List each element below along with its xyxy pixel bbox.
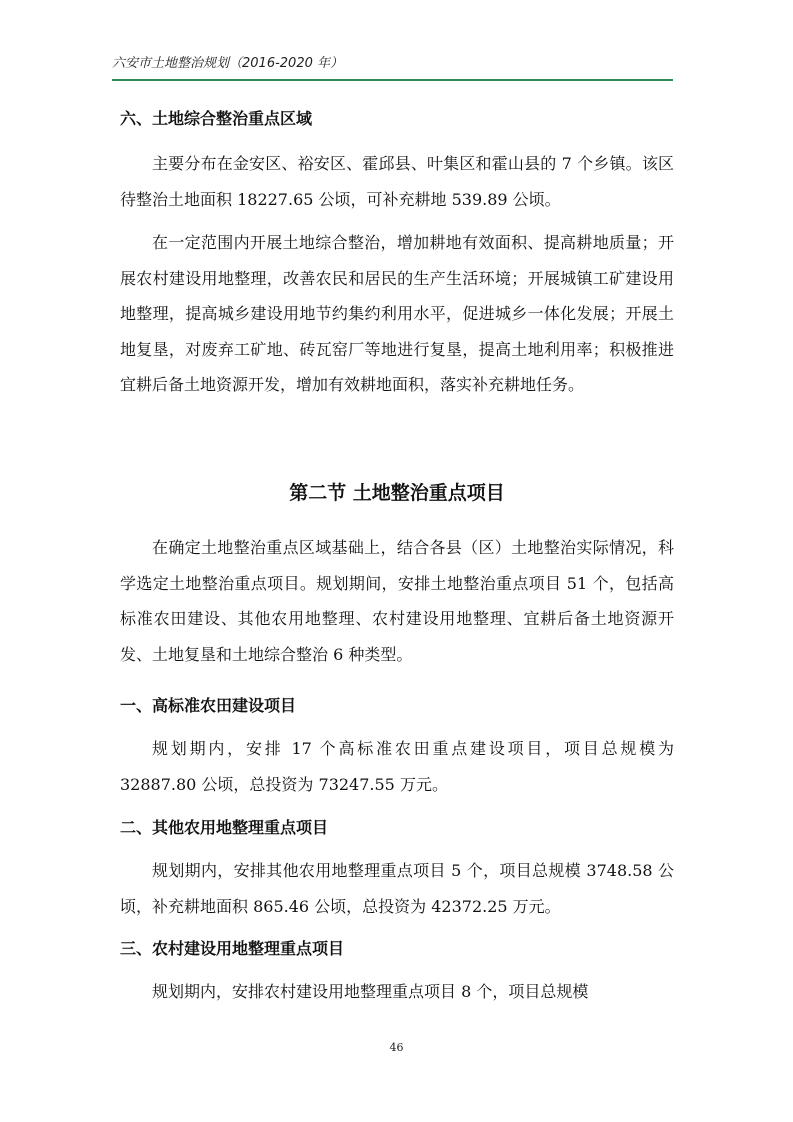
- header-divider: [112, 79, 673, 81]
- paragraph-three: 规划期内，安排农村建设用地整理重点项目 8 个，项目总规模: [152, 982, 589, 1001]
- paragraph-intro: 在确定土地整治重点区域基础上，结合各县（区）土地整治实际情况，科学选定土地整治重点项目。规划期间，安排土地整治重点项目 51 个，包括高标准农田建设、其他农用地整理、农村建设用地整理、宜耕后备土地资源开发、土地复垦和土地综合整治 6 种类型。: [120, 538, 674, 664]
- page-number: 46: [389, 1041, 404, 1054]
- paragraph-six-1: 主要分布在金安区、裕安区、霍邱县、叶集区和霍山县的 7 个乡镇。该区待整治土地面积 18227.65 公顷，可补充耕地 539.89 公顷。: [120, 154, 674, 209]
- paragraph-six-2: 在一定范围内开展土地综合整治，增加耕地有效面积、提高耕地质量；开展农村建设用地整理，改善农民和居民的生产生活环境；开展城镇工矿建设用地整理，提高城乡建设用地节约集约利用水平，促进城乡一体化发展；开展土地复垦，对废弃工矿地、砖瓦窑厂等地进行复垦，提高土地利用率；积极推进宜耕后备土地资源开发，增加有效耕地面积，落实补充耕地任务。: [120, 233, 674, 394]
- heading-two: 二、其他农用地整理重点项目: [120, 818, 329, 837]
- heading-three: 三、农村建设用地整理重点项目: [120, 939, 345, 958]
- paragraph-two: 规划期内，安排其他农用地整理重点项目 5 个，项目总规模 3748.58 公顷，补充耕地面积 865.46 公顷，总投资为 42372.25 万元。: [120, 861, 674, 916]
- heading-one: 一、高标准农田建设项目: [120, 696, 297, 715]
- heading-six: 六、土地综合整治重点区域: [120, 109, 313, 128]
- section-title: 第二节 土地整治重点项目: [289, 482, 505, 504]
- paragraph-one: 规划期内，安排 17 个高标准农田重点建设项目，项目总规模为 32887.80 公顷，总投资为 73247.55 万元。: [120, 739, 674, 794]
- running-header: 六安市土地整治规划（2016-2020 年）: [112, 56, 343, 71]
